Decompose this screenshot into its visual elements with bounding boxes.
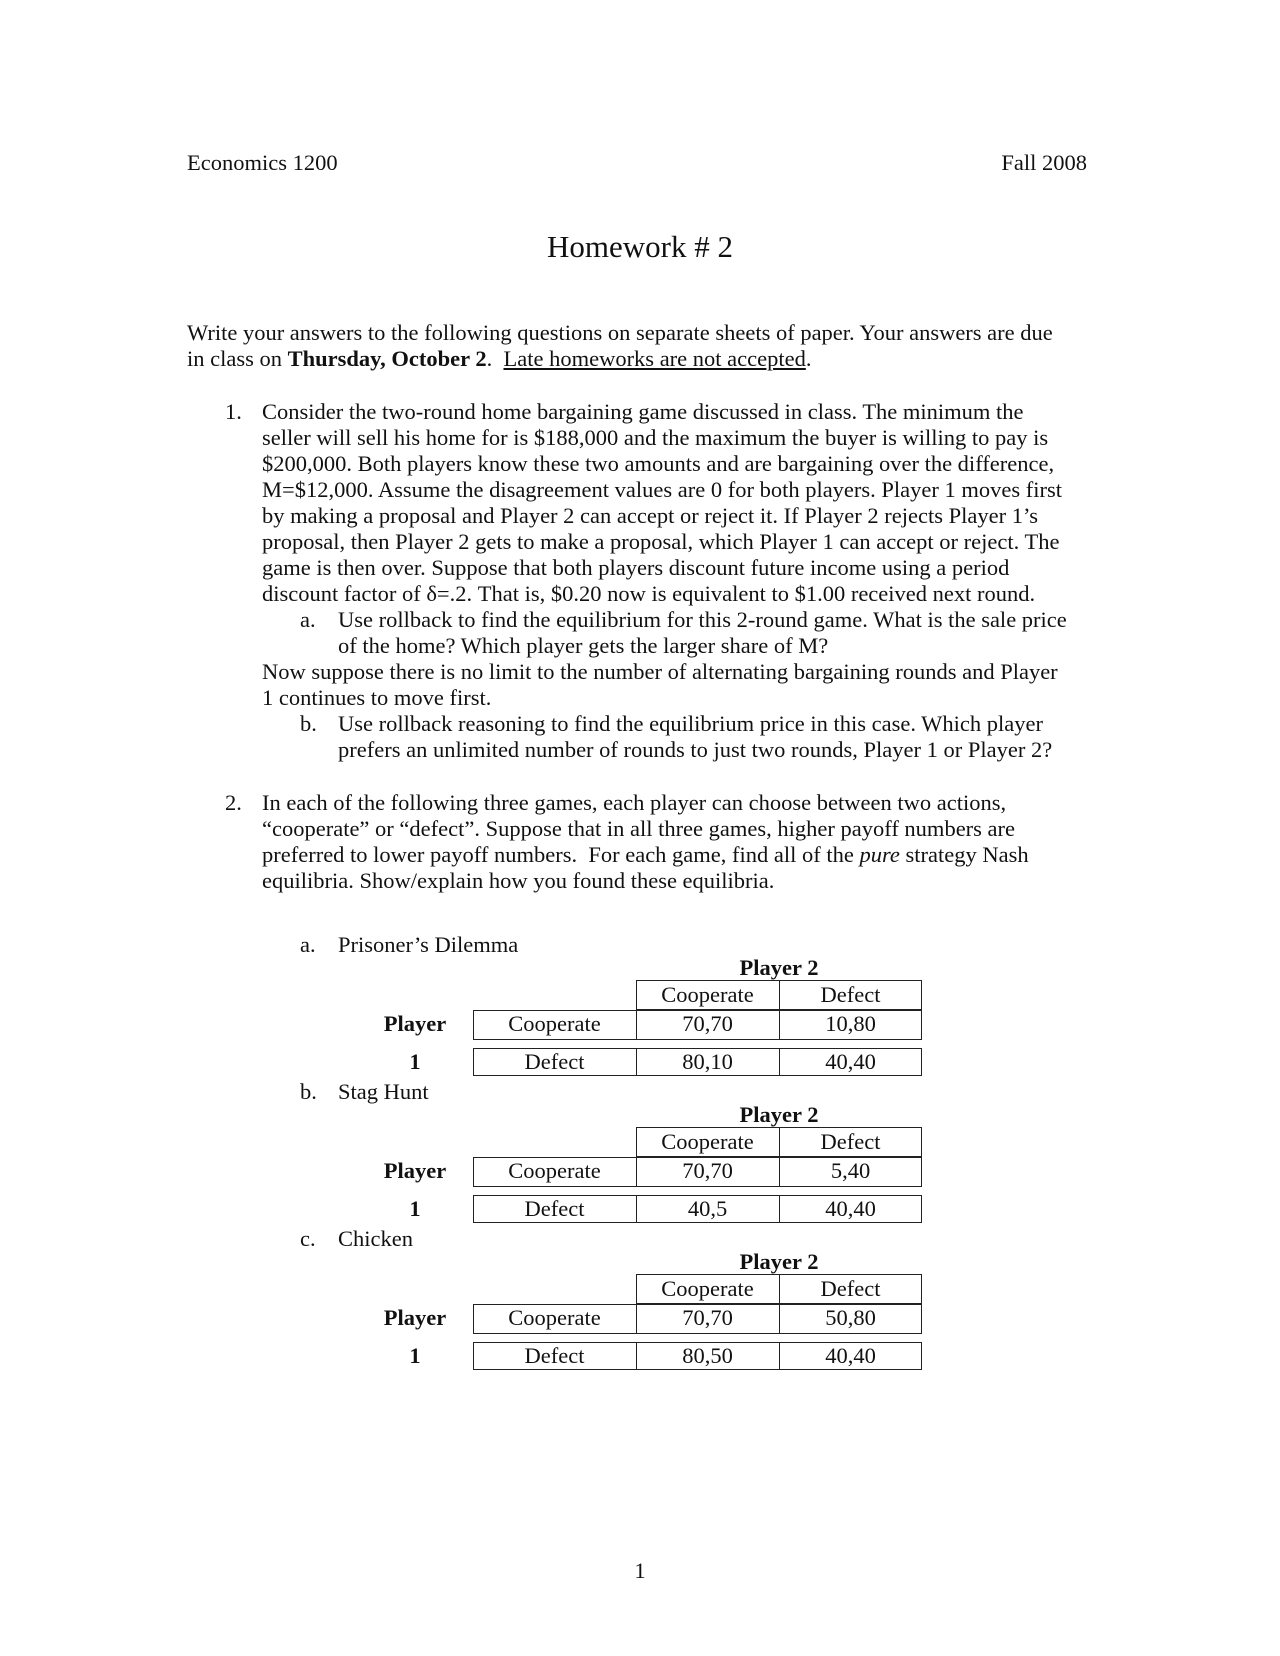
intro-line-2 bbox=[187, 346, 811, 372]
payoff-cell: 80,50 bbox=[682, 1343, 733, 1368]
q1a-line: Use rollback to find the equilibrium for this 2-round game. What is the sale price bbox=[338, 607, 1067, 632]
game-a-name: Prisoner’s Dilemma bbox=[338, 932, 519, 957]
player-1-label: Player bbox=[383, 1011, 447, 1036]
page-title: Homework # 2 bbox=[547, 229, 733, 264]
payoff-cell: 80,10 bbox=[682, 1049, 733, 1074]
q1a-label: a. bbox=[300, 607, 316, 632]
q2-line-3-suffix: strategy Nash bbox=[899, 842, 1029, 867]
game-b-name: Stag Hunt bbox=[338, 1079, 429, 1104]
q2-line-3-prefix: preferred to lower payoff numbers. For each game, find all of the bbox=[262, 842, 860, 867]
page-number: 1 bbox=[634, 1558, 646, 1583]
col-header-cooperate: Cooperate bbox=[661, 1276, 754, 1301]
intro-end: . bbox=[805, 346, 812, 371]
q1-line: M=$12,000. Assume the disagreement values are 0 for both players. Player 1 moves first bbox=[262, 477, 1063, 502]
q2-number: 2. bbox=[225, 790, 242, 815]
player-1-number: 1 bbox=[409, 1049, 421, 1074]
payoff-matrix-stag-hunt bbox=[0, 1103, 1280, 1223]
q2-line-1: In each of the following three games, each player can choose between two actions, bbox=[262, 790, 1007, 815]
col-header-defect: Defect bbox=[820, 1276, 881, 1301]
payoff-cell: 5,40 bbox=[830, 1158, 871, 1183]
row-header-defect: Defect bbox=[524, 1343, 585, 1368]
q1-line: $200,000. Both players know these two amounts and are bargaining over the difference, bbox=[262, 451, 1055, 476]
q1-line: seller will sell his home for is $188,000 and the maximum the buyer is willing to pay is bbox=[262, 425, 1049, 450]
term: Fall 2008 bbox=[1001, 150, 1087, 175]
payoff-cell: 40,40 bbox=[825, 1343, 876, 1368]
q1-line: by making a proposal and Player 2 can accept or reject it. If Player 2 rejects Player 1’s bbox=[262, 503, 1038, 528]
row-header-defect: Defect bbox=[524, 1196, 585, 1221]
player-1-label: Player bbox=[383, 1305, 447, 1330]
payoff-matrix-prisoners-dilemma bbox=[0, 956, 1280, 1076]
q1-line: proposal, then Player 2 gets to make a proposal, which Player 1 can accept or reject. The bbox=[262, 529, 1060, 554]
q1b-label: b. bbox=[300, 711, 317, 736]
payoff-cell: 70,70 bbox=[682, 1305, 733, 1330]
payoff-cell: 70,70 bbox=[682, 1011, 733, 1036]
q2-line-2: “cooperate” or “defect”. Suppose that in all three games, higher payoff numbers are bbox=[262, 816, 1016, 841]
intro-mid: . bbox=[486, 346, 504, 371]
q1-line: game is then over. Suppose that both players discount future income using a period bbox=[262, 555, 1010, 580]
due-date: Thursday, October 2 bbox=[287, 346, 487, 371]
game-b-label: b. bbox=[300, 1079, 317, 1104]
game-a-label: a. bbox=[300, 932, 316, 957]
row-header-cooperate: Cooperate bbox=[508, 1305, 601, 1330]
col-header-defect: Defect bbox=[820, 982, 881, 1007]
q2-line-3 bbox=[262, 842, 1029, 868]
game-c-label: c. bbox=[300, 1226, 316, 1251]
payoff-cell: 50,80 bbox=[825, 1305, 876, 1330]
q2-pure-word: pure bbox=[859, 842, 900, 867]
q1-line: discount factor of δ=.2. That is, $0.20 now is equivalent to $1.00 received next round. bbox=[262, 581, 1036, 606]
row-header-defect: Defect bbox=[524, 1049, 585, 1074]
payoff-cell: 40,40 bbox=[825, 1196, 876, 1221]
col-header-defect: Defect bbox=[820, 1129, 881, 1154]
payoff-cell: 40,5 bbox=[687, 1196, 728, 1221]
intro-line-1: Write your answers to the following questions on separate sheets of paper. Your answers are due bbox=[187, 320, 1053, 345]
q1b-line: prefers an unlimited number of rounds to just two rounds, Player 1 or Player 2? bbox=[338, 737, 1053, 762]
payoff-cell: 10,80 bbox=[825, 1011, 876, 1036]
q1-line: Consider the two-round home bargaining game discussed in class. The minimum the bbox=[262, 399, 1024, 424]
payoff-matrix-chicken bbox=[0, 1250, 1280, 1370]
payoff-cell: 40,40 bbox=[825, 1049, 876, 1074]
row-header-cooperate: Cooperate bbox=[508, 1011, 601, 1036]
col-header-cooperate: Cooperate bbox=[661, 1129, 754, 1154]
q1-mid-line: 1 continues to move first. bbox=[262, 685, 492, 710]
game-c-name: Chicken bbox=[338, 1226, 413, 1251]
row-header-cooperate: Cooperate bbox=[508, 1158, 601, 1183]
q1-mid-line: Now suppose there is no limit to the number of alternating bargaining rounds and Player bbox=[262, 659, 1058, 684]
payoff-cell: 70,70 bbox=[682, 1158, 733, 1183]
q2-line-4: equilibria. Show/explain how you found these equilibria. bbox=[262, 868, 775, 893]
q1-number: 1. bbox=[225, 399, 242, 424]
player-2-header: Player 2 bbox=[739, 1102, 819, 1127]
q1b-line: Use rollback reasoning to find the equilibrium price in this case. Which player bbox=[338, 711, 1044, 736]
q1a-line: of the home? Which player gets the larger share of M? bbox=[338, 633, 829, 658]
player-1-number: 1 bbox=[409, 1343, 421, 1368]
player-1-label: Player bbox=[383, 1158, 447, 1183]
player-2-header: Player 2 bbox=[739, 1249, 819, 1274]
course-name: Economics 1200 bbox=[187, 150, 338, 175]
player-2-header: Player 2 bbox=[739, 955, 819, 980]
col-header-cooperate: Cooperate bbox=[661, 982, 754, 1007]
late-notice: Late homeworks are not accepted bbox=[503, 346, 806, 371]
player-1-number: 1 bbox=[409, 1196, 421, 1221]
intro-prefix: in class on bbox=[187, 346, 288, 371]
